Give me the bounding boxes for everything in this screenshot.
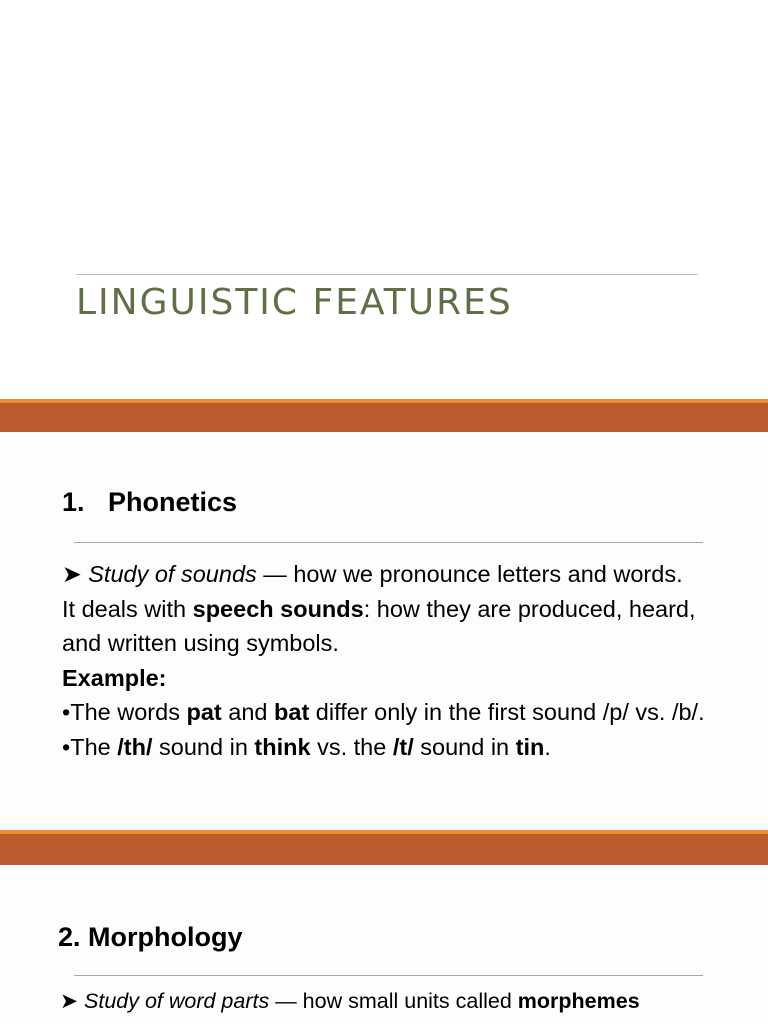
slide-separator-band — [0, 830, 768, 865]
definition-line — [60, 985, 710, 1017]
example-term: think — [254, 733, 311, 760]
example-term: /th/ — [117, 733, 153, 760]
example-text: vs. the — [310, 733, 393, 760]
key-term: speech sounds — [192, 595, 364, 622]
example-bullet — [62, 695, 712, 730]
morphology-slide — [0, 865, 768, 1024]
slide-separator-band — [0, 399, 768, 432]
heading-number: 1. — [62, 487, 85, 517]
description-text: It deals with — [62, 595, 193, 622]
definition-line — [62, 557, 712, 592]
bullet-icon: • — [62, 699, 71, 726]
definition-term: Study of sounds — [88, 561, 257, 587]
example-term: pat — [186, 699, 222, 726]
slide-body — [62, 557, 712, 765]
example-text: The — [70, 733, 118, 760]
example-bullet — [62, 730, 712, 765]
example-term: bat — [274, 699, 310, 726]
slide-body — [60, 985, 710, 1017]
title-divider — [76, 274, 698, 275]
example-text: . — [544, 733, 551, 760]
heading-divider — [74, 975, 703, 976]
example-text: The words — [70, 699, 187, 726]
definition-text: — how we pronounce letters and words. — [256, 561, 683, 587]
phonetics-slide — [0, 432, 768, 830]
title-slide — [0, 0, 768, 400]
definition-text: — how small units called — [269, 989, 518, 1013]
example-label-text: Example: — [62, 664, 167, 691]
presentation-title: LINGUISTIC FEATURES — [76, 282, 513, 323]
key-term: morphemes — [517, 989, 640, 1013]
heading-divider — [74, 542, 703, 543]
example-text: and — [221, 699, 275, 726]
description-line — [62, 592, 712, 661]
arrow-bullet-icon: ➤ — [62, 561, 82, 587]
example-term: tin — [515, 733, 545, 760]
example-term: /t/ — [392, 733, 414, 760]
bullet-icon: • — [62, 733, 71, 760]
example-text: sound in — [413, 733, 516, 760]
slide-heading: 2. Morphology — [58, 922, 243, 952]
heading-text: Phonetics — [108, 487, 238, 517]
example-label — [62, 661, 712, 696]
example-text: differ only in the first sound /p/ vs. /b/. — [309, 699, 705, 726]
arrow-bullet-icon: ➤ — [60, 989, 79, 1013]
description-text: : how they are produced, heard, and written using symbols. — [62, 595, 696, 657]
example-text: sound in — [152, 733, 255, 760]
slide-heading — [62, 486, 237, 518]
definition-term: Study of word parts — [84, 989, 270, 1013]
